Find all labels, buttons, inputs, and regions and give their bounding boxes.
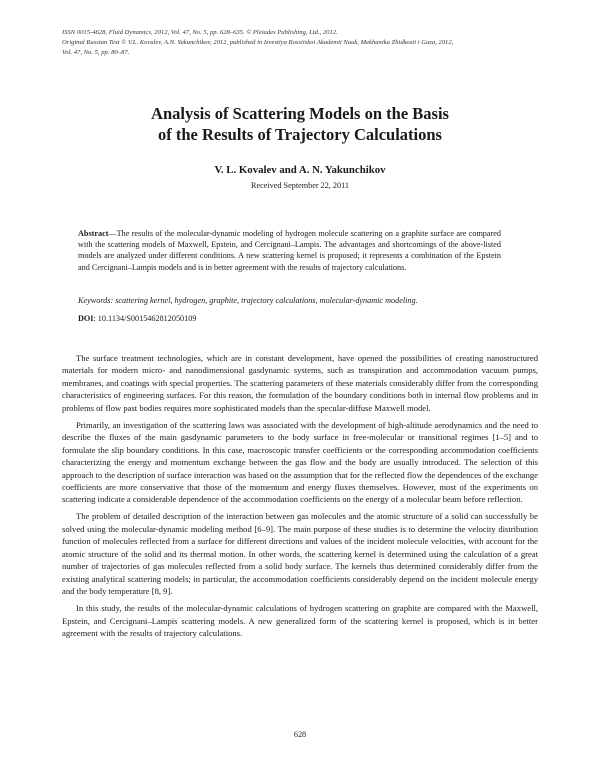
header-line-1: ISSN 0015-4628, Fluid Dynamics, 2012, Vol. 47, No. 5, pp. 628–635. © Pleiades Publishing, Ltd., 2012. bbox=[62, 29, 338, 36]
body-paragraph-3: The problem of detailed description of the interaction between gas molecules and the atomic structure of a solid can successfully be solved using the molecular-dynamic modeling method [6–9]. The main purpose of these studies is to determine the velocity distribution function of molecules reflected from a surface for different directions and values of the incident molecule velocities, with account for the atomic structure of the solid and its thermal motion. In other words, the scattering kernel is determined using the calculation of a great number of trajectories of gas molecules reflected from a solid body surface. The kernels thus determined considerably differ from the existing analytical scattering models; in particular, the accommodation coefficients considerably depend on the incident molecule energy and the body temperature [8, 9]. bbox=[62, 511, 538, 597]
abstract-text: —The results of the molecular-dynamic modeling of hydrogen molecule scattering on a graphite surface are compared with the scattering models of Maxwell, Epstein, and Cercignani–Lampis. The advantages and shortcomings of the above-listed models are analyzed under different conditions. A new scattering kernel is proposed; it represents a combination of the Epstein and Cercignani–Lampis models and is in better agreement with the results of trajectory calculations. bbox=[78, 229, 501, 272]
abstract-label: Abstract bbox=[78, 229, 109, 238]
received-date: Received September 22, 2011 bbox=[251, 181, 349, 190]
doi bbox=[78, 314, 501, 323]
header-line-2: Original Russian Text © V.L. Kovalev, A.N. Yakunchikov, 2012, published in Izvestiya Rossiiskoi Akademii Nauk, Mekhanika Zhidkosti i Gaza, 2012, bbox=[62, 39, 454, 46]
journal-header bbox=[62, 28, 542, 58]
title-line-2: of the Results of Trajectory Calculations bbox=[158, 125, 442, 144]
title-line-1: Analysis of Scattering Models on the Basis bbox=[151, 104, 449, 123]
article-body bbox=[62, 352, 538, 644]
body-paragraph-2: Primarily, an investigation of the scattering laws was associated with the development of high-altitude aerodynamics and the need to describe the fluxes of the main gasdynamic parameters to the body surface in free-molecular or transitional regimes [1–5] and to formulate the slip boundary conditions. In this case, macroscopic transfer coefficients or the corresponding accommodation coefficients characterizing the energy and momentum exchange between the gas flow and the body are usually introduced. The selection of this approach to the description of surface interaction was based on the assumption that for the reflected flow the dependences of the exchange coefficients are more conservative that those of the momentum and energy fluxes themselves. However, most of the experiments on scattering indicate a considerable dependence of the accommodation coefficients on the energy of a molecular beam before reflection. bbox=[62, 419, 538, 505]
page-number: 628 bbox=[293, 730, 307, 739]
article-title bbox=[70, 103, 530, 145]
body-paragraph-4: In this study, the results of the molecular-dynamic calculations of hydrogen scattering on graphite are compared with the Maxwell, Epstein, and Cercignani–Lampis scattering models. A new generalized form of the scattering kernel is proposed, which is in better agreement with the results of trajectory calculations. bbox=[62, 603, 538, 639]
authors: V. L. Kovalev and A. N. Yakunchikov bbox=[214, 164, 386, 176]
body-paragraph-1: The surface treatment technologies, which are in constant development, have opened the possibilities of creating nanostructured materials for modern micro- and nanodimensional gasdynamic systems, such as transpiration and accommodation vacuum pumps, membranes, and coatings with special properties. The scattering parameters of these materials considerably differ from the corresponding characteristics of engineering surfaces. For this reason, the formulation of the boundary conditions both in internal flow problems and in problems of flow past bodies requires more sophisticated models than the specular-diffuse Maxwell model. bbox=[62, 353, 538, 413]
doi-value: : 10.1134/S0015462812050109 bbox=[93, 314, 197, 323]
doi-label: DOI bbox=[78, 314, 94, 323]
keywords: Keywords: scattering kernel, hydrogen, graphite, trajectory calculations, molecular-dynamic modeling. bbox=[78, 296, 418, 305]
header-line-3: Vol. 47, No. 5, pp. 80–87. bbox=[62, 49, 130, 56]
abstract bbox=[78, 228, 501, 273]
